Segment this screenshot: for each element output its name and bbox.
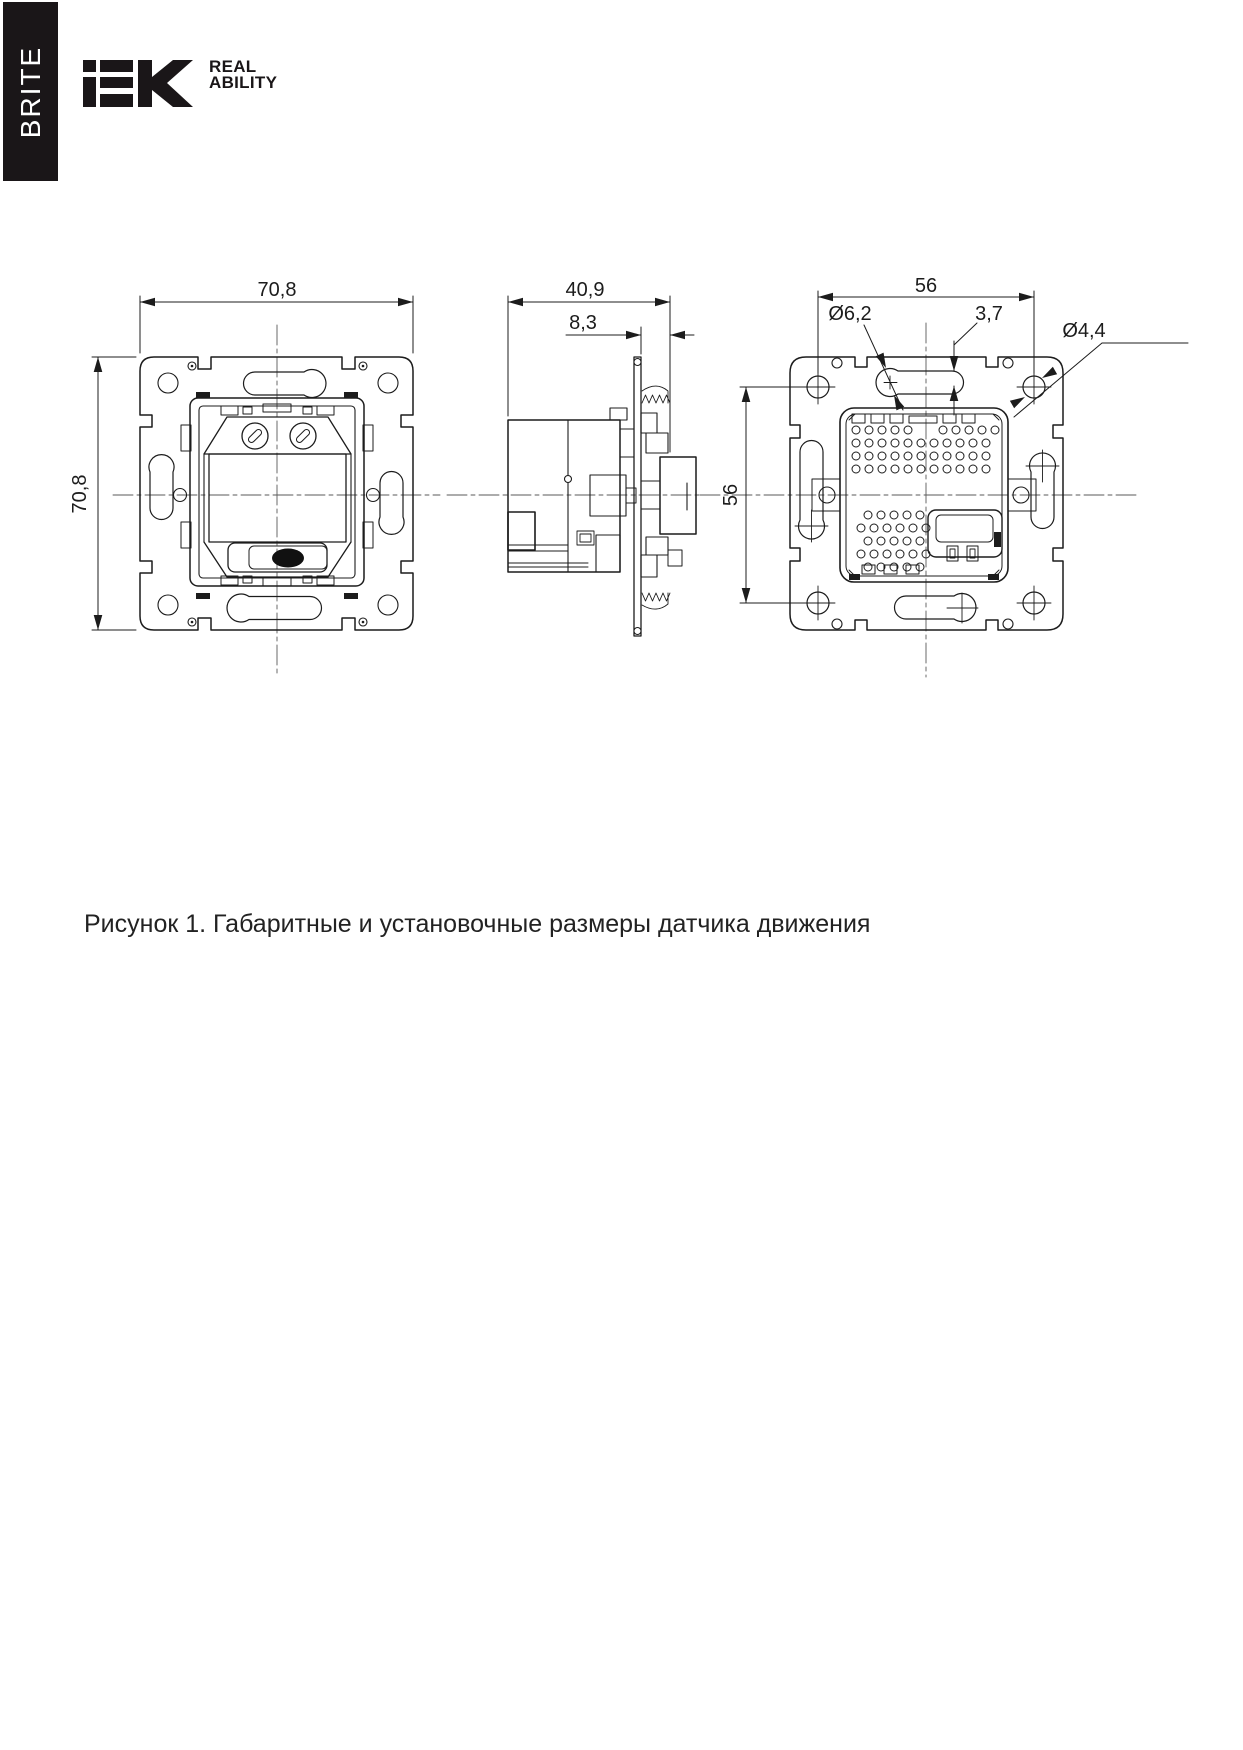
dim-back-width-label: 56 bbox=[914, 275, 938, 297]
dimension-drawing bbox=[0, 240, 1243, 700]
front-corner-holes bbox=[158, 373, 398, 615]
tagline-line-1: REAL bbox=[209, 57, 257, 76]
back-centerlines bbox=[700, 323, 1140, 677]
dim-side-depth-label: 40,9 bbox=[565, 279, 605, 301]
dim-slot-width-label: 3,7 bbox=[975, 303, 1003, 325]
dim-side-offset-label: 8,3 bbox=[569, 312, 597, 334]
back-label-plate bbox=[928, 510, 1002, 561]
series-vertical-label: BRITE bbox=[14, 45, 46, 138]
dim-front-height-label: 70,8 bbox=[69, 474, 91, 514]
back-plate-small-holes bbox=[832, 358, 1013, 629]
front-centerlines bbox=[113, 325, 440, 677]
side-support-frame bbox=[634, 357, 670, 636]
back-dimensions bbox=[740, 291, 1188, 603]
front-adjustment-dials bbox=[242, 423, 316, 449]
side-body bbox=[508, 408, 636, 572]
series-sidebar bbox=[3, 2, 58, 181]
front-view-drawing bbox=[69, 279, 440, 677]
figure-caption: Рисунок 1. Габаритные и установочные размеры датчика движения bbox=[84, 910, 871, 938]
side-dimensions bbox=[508, 296, 694, 452]
logo-glyphs bbox=[83, 60, 193, 107]
front-keyhole-slots bbox=[149, 370, 404, 623]
side-view-drawing bbox=[447, 279, 712, 636]
iek-logo-icon bbox=[80, 56, 200, 112]
back-view-drawing bbox=[700, 275, 1188, 677]
dim-keyhole-diameter-label: Ø6,2 bbox=[828, 303, 872, 325]
dim-hole-diameter-label: Ø4,4 bbox=[1062, 320, 1106, 342]
tagline-line-2: ABILITY bbox=[209, 73, 278, 92]
front-indicator-button bbox=[228, 543, 327, 572]
dim-front-width-label: 70,8 bbox=[257, 279, 297, 301]
back-perforation-grid bbox=[852, 426, 999, 571]
dim-back-height-label: 56 bbox=[720, 483, 742, 507]
brand-tagline bbox=[209, 59, 277, 91]
